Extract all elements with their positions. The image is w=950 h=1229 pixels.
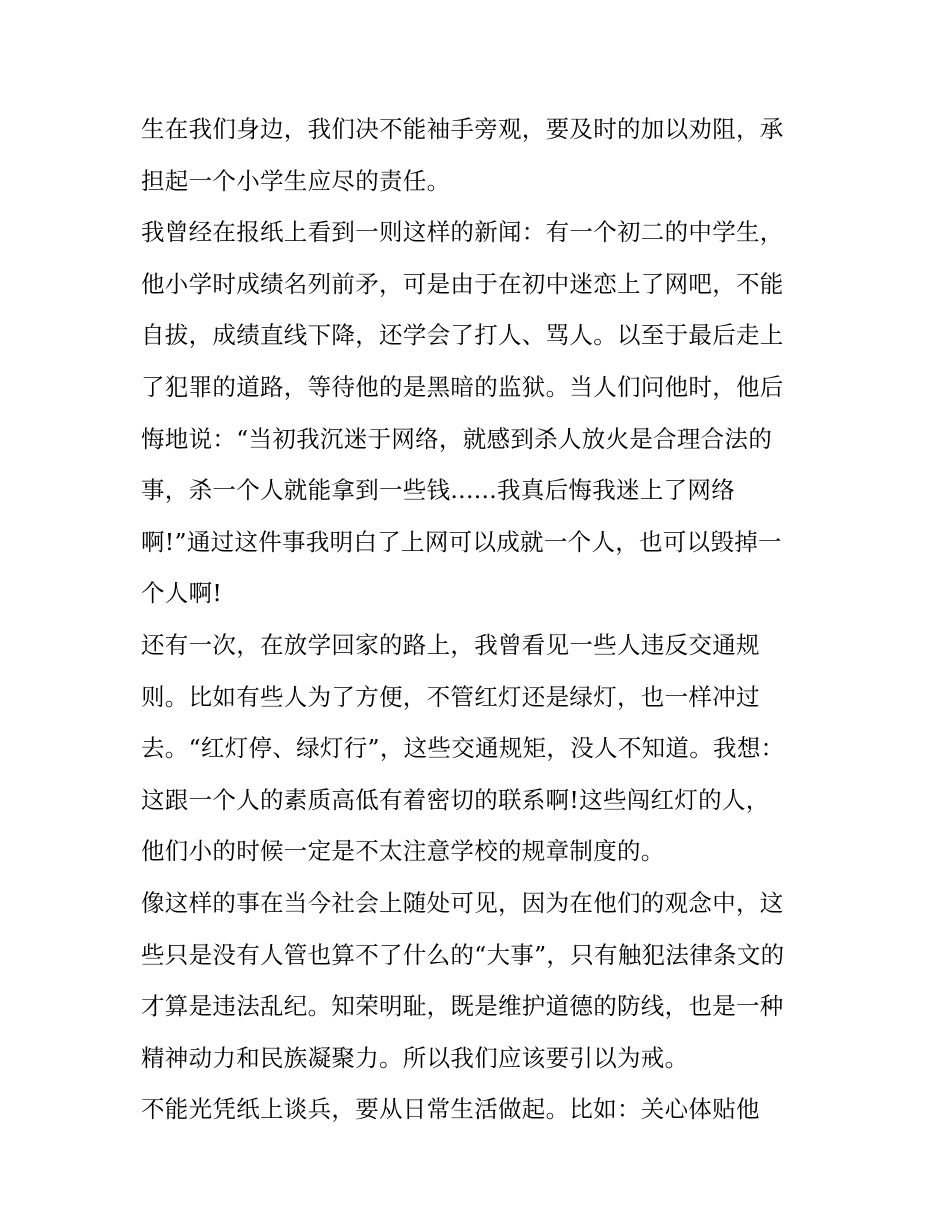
text-line: 还有一次，在放学回家的路上，我曾看见一些人违反交通规 [141,630,760,659]
text-line: 生在我们身边，我们决不能袖手旁观，要及时的加以劝阻，承 [141,115,784,143]
text-line: 他们小的时候一定是不太注意学校的规章制度的。 [141,837,665,866]
document-body [141,104,821,1136]
text-line: 像这样的事在当今社会上随处可见，因为在他们的观念中，这 [141,888,784,917]
text-line: 精神动力和民族凝聚力。所以我们应该要引以为戒。 [141,1043,689,1072]
text-line: 悔地说：“当初我沉迷于网络，就感到杀人放火是合理合法的 [141,424,773,453]
text-line: 担起一个小学生应尽的责任。 [141,166,451,195]
text-line: 这跟一个人的素质高低有着密切的联系啊!这些闯红灯的人， [141,785,770,814]
text-line: 个人啊! [141,579,223,608]
text-line: 不能光凭纸上谈兵，要从日常生活做起。比如：关心体贴他 [141,1095,760,1124]
text-line: 他小学时成绩名列前矛，可是由于在初中迷恋上了网吧，不能 [141,269,784,298]
text-line: 了犯罪的道路，等待他的是黑暗的监狱。当人们问他时，他后 [141,372,784,401]
text-line: 啊!”通过这件事我明白了上网可以成就一个人，也可以毁掉一 [141,527,782,556]
text-line: 才算是违法乱纪。知荣明耻，既是维护道德的防线，也是一种 [141,992,784,1021]
text-line: 则。比如有些人为了方便，不管红灯还是绿灯，也一样冲过 [141,682,760,711]
text-line: 事，杀一个人就能拿到一些钱......我真后悔我迷上了网络 [141,476,736,505]
text-line: 去。“红灯停、绿灯行”，这些交通规矩，没人不知道。我想： [141,734,785,763]
text-line: 些只是没有人管也算不了什么的“大事”，只有触犯法律条文的 [141,940,785,969]
text-line: 我曾经在报纸上看到一则这样的新闻：有一个初二的中学生， [141,218,784,247]
text-line: 自拔，成绩直线下降，还学会了打人、骂人。以至于最后走上 [141,321,784,350]
